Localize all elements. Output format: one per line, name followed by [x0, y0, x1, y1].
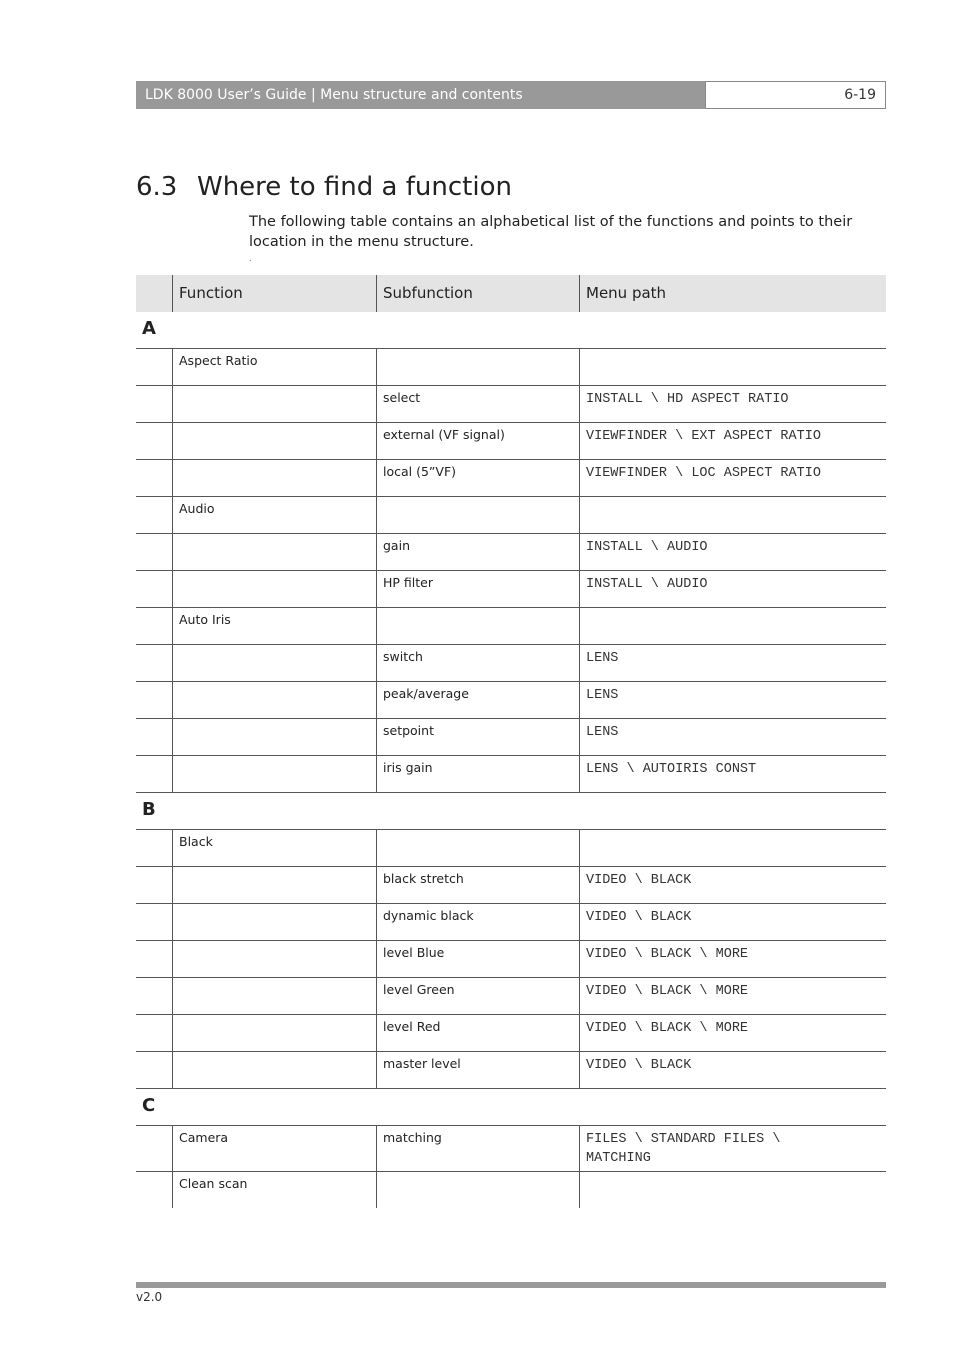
table-row [136, 460, 886, 497]
table-header [136, 275, 886, 312]
table-row [136, 1052, 886, 1089]
letter-row-b [136, 793, 886, 830]
letter-row-c [136, 1089, 886, 1126]
footer-rule [136, 1282, 886, 1288]
row-index-cell [136, 423, 173, 459]
table-row [136, 941, 886, 978]
function-cell: Audio [173, 497, 377, 533]
table-row [136, 682, 886, 719]
table-row [136, 349, 886, 386]
page-header [136, 81, 886, 109]
row-index-cell [136, 830, 173, 866]
function-cell [173, 1052, 377, 1088]
row-index-cell [136, 719, 173, 755]
table-row [136, 608, 886, 645]
menu-path-cell: VIDEO \ BLACK [586, 1058, 692, 1073]
group-b-rows [136, 830, 886, 1089]
letter-a: A [142, 318, 156, 339]
header-cell-blank [136, 275, 173, 312]
row-index-cell [136, 941, 173, 977]
table-row [136, 1015, 886, 1052]
header-menu-path: Menu path [586, 284, 667, 302]
letter-c: C [142, 1095, 156, 1116]
subfunction-cell: select [377, 386, 580, 422]
function-cell [173, 460, 377, 496]
subfunction-cell [377, 497, 580, 533]
subfunction-cell: switch [377, 645, 580, 681]
subfunction-cell: local (5”VF) [377, 460, 580, 496]
row-index-cell [136, 571, 173, 607]
table-row [136, 867, 886, 904]
menu-path-cell: VIDEO \ BLACK \ MORE [586, 984, 749, 999]
menu-path-cell: LENS [586, 651, 619, 666]
function-cell: Camera [173, 1126, 377, 1171]
table-row [136, 830, 886, 867]
intro-paragraph: The following table contains an alphabetical list of the functions and points to their location in the menu structure. [249, 214, 853, 250]
table-row [136, 534, 886, 571]
function-cell: Aspect Ratio [173, 349, 377, 385]
group-a-rows [136, 349, 886, 793]
function-cell: Auto Iris [173, 608, 377, 644]
menu-path-cell: INSTALL \ AUDIO [586, 540, 708, 555]
menu-path-cell: VIDEO \ BLACK \ MORE [586, 1021, 749, 1036]
row-index-cell [136, 534, 173, 570]
table-row [136, 423, 886, 460]
function-cell [173, 904, 377, 940]
subfunction-cell [377, 830, 580, 866]
menu-path-cell: INSTALL \ HD ASPECT RATIO [586, 392, 789, 407]
function-cell [173, 682, 377, 718]
function-cell [173, 978, 377, 1014]
function-cell [173, 867, 377, 903]
subfunction-cell: setpoint [377, 719, 580, 755]
footer-version: v2.0 [136, 1290, 163, 1304]
function-cell [173, 645, 377, 681]
row-index-cell [136, 1052, 173, 1088]
row-index-cell [136, 1126, 173, 1171]
header-subfunction: Subfunction [377, 275, 580, 312]
menu-path-cell [580, 830, 886, 866]
group-c-rows [136, 1126, 886, 1208]
function-cell [173, 423, 377, 459]
table-row [136, 571, 886, 608]
row-index-cell [136, 460, 173, 496]
menu-path-cell: VIDEO \ BLACK \ MORE [586, 947, 749, 962]
subfunction-cell: gain [377, 534, 580, 570]
row-index-cell [136, 682, 173, 718]
subfunction-cell: peak/average [377, 682, 580, 718]
menu-path-cell: FILES \ STANDARD FILES \ MATCHING [586, 1132, 781, 1166]
row-index-cell [136, 1015, 173, 1051]
table-row [136, 645, 886, 682]
table-row [136, 386, 886, 423]
row-index-cell [136, 645, 173, 681]
subfunction-cell: master level [377, 1052, 580, 1088]
function-cell [173, 756, 377, 792]
subfunction-cell: level Green [377, 978, 580, 1014]
subfunction-cell [377, 608, 580, 644]
letter-row-a [136, 312, 886, 349]
menu-path-cell: LENS [586, 725, 619, 740]
table-row [136, 756, 886, 793]
subfunction-cell: iris gain [377, 756, 580, 792]
subfunction-cell: matching [377, 1126, 580, 1171]
function-cell: Black [173, 830, 377, 866]
subfunction-cell: black stretch [377, 867, 580, 903]
table-row [136, 904, 886, 941]
header-function: Function [173, 275, 377, 312]
function-cell [173, 1015, 377, 1051]
row-index-cell [136, 1172, 173, 1208]
table-row [136, 719, 886, 756]
menu-path-cell: VIDEO \ BLACK [586, 910, 692, 925]
menu-path-cell: LENS \ AUTOIRIS CONST [586, 762, 757, 777]
table-row [136, 978, 886, 1015]
row-index-cell [136, 756, 173, 792]
letter-b: B [142, 799, 156, 820]
stray-dot: . [249, 254, 252, 263]
subfunction-cell: dynamic black [377, 904, 580, 940]
section-title: Where to find a function [197, 172, 512, 202]
menu-path-cell [580, 349, 886, 385]
function-cell: Clean scan [173, 1172, 377, 1208]
subfunction-cell [377, 349, 580, 385]
row-index-cell [136, 978, 173, 1014]
row-index-cell [136, 497, 173, 533]
header-title: LDK 8000 User’s Guide | Menu structure and contents [136, 81, 705, 109]
function-cell [173, 571, 377, 607]
row-index-cell [136, 608, 173, 644]
menu-path-cell: VIDEO \ BLACK [586, 873, 692, 888]
subfunction-cell: external (VF signal) [377, 423, 580, 459]
menu-path-cell: VIEWFINDER \ LOC ASPECT RATIO [586, 466, 821, 481]
row-index-cell [136, 349, 173, 385]
section-number: 6.3 [136, 172, 178, 202]
function-cell [173, 534, 377, 570]
subfunction-cell: level Red [377, 1015, 580, 1051]
row-index-cell [136, 386, 173, 422]
menu-path-cell [580, 608, 886, 644]
subfunction-cell [377, 1172, 580, 1208]
row-index-cell [136, 867, 173, 903]
table-row [136, 1172, 886, 1208]
menu-path-cell: INSTALL \ AUDIO [586, 577, 708, 592]
table-row [136, 497, 886, 534]
table-row [136, 1126, 886, 1172]
menu-path-cell: LENS [586, 688, 619, 703]
subfunction-cell: level Blue [377, 941, 580, 977]
menu-path-cell [580, 497, 886, 533]
function-table [136, 275, 886, 1208]
menu-path-cell [580, 1172, 886, 1208]
menu-path-cell: VIEWFINDER \ EXT ASPECT RATIO [586, 429, 821, 444]
function-cell [173, 719, 377, 755]
header-page-number: 6-19 [705, 81, 886, 109]
function-cell [173, 941, 377, 977]
row-index-cell [136, 904, 173, 940]
function-cell [173, 386, 377, 422]
subfunction-cell: HP filter [377, 571, 580, 607]
